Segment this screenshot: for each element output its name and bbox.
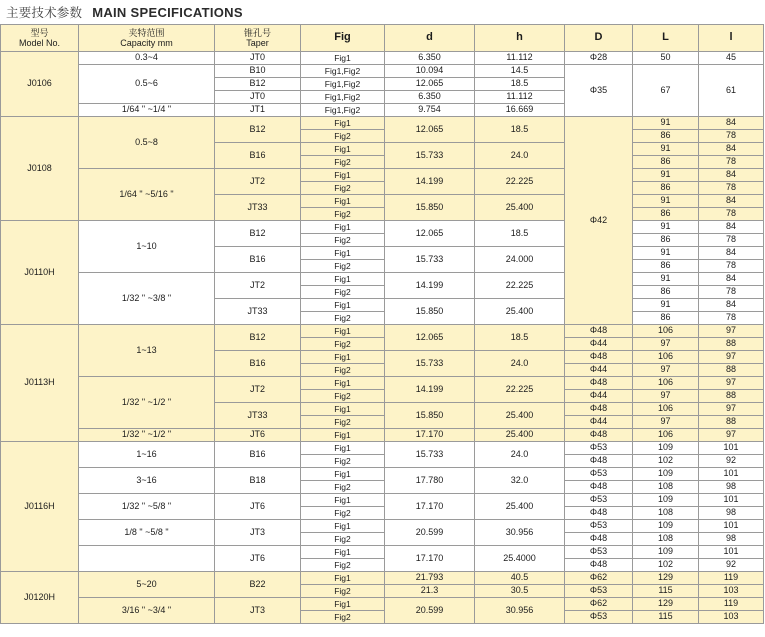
cell-h: 25.4000 — [475, 546, 565, 572]
cell-model-no: J0106 — [1, 52, 79, 117]
cell-L: 86 — [633, 234, 699, 247]
cell-h: 18.5 — [475, 325, 565, 351]
cell-L: 115 — [633, 611, 699, 624]
column-header-L: L — [633, 25, 699, 52]
cell-L: 97 — [633, 364, 699, 377]
column-header-en: Capacity mm — [120, 38, 173, 48]
cell-capacity: 1/8 " ~5/8 " — [79, 520, 215, 546]
cell-big-d: Φ44 — [565, 390, 633, 403]
cell-capacity — [79, 546, 215, 572]
cell-fig: Fig2 — [301, 260, 385, 273]
cell-big-d: Φ44 — [565, 338, 633, 351]
cell-fig: Fig1,Fig2 — [301, 65, 385, 78]
cell-h: 24.000 — [475, 247, 565, 273]
cell-d: 21.793 — [385, 572, 475, 585]
cell-h: 30.956 — [475, 598, 565, 624]
cell-taper: JT1 — [215, 104, 301, 117]
cell-L: 106 — [633, 429, 699, 442]
cell-L: 67 — [633, 65, 699, 117]
cell-L: 102 — [633, 559, 699, 572]
cell-h: 16.669 — [475, 104, 565, 117]
cell-taper: B16 — [215, 351, 301, 377]
cell-model-no: J0116H — [1, 442, 79, 572]
cell-h: 25.400 — [475, 299, 565, 325]
cell-fig: Fig1 — [301, 572, 385, 585]
cell-l: 78 — [699, 130, 764, 143]
cell-fig: Fig2 — [301, 130, 385, 143]
cell-d: 12.065 — [385, 117, 475, 143]
cell-fig: Fig1 — [301, 429, 385, 442]
cell-fig: Fig2 — [301, 364, 385, 377]
table-row — [1, 598, 764, 611]
cell-fig: Fig1 — [301, 546, 385, 559]
cell-l: 101 — [699, 468, 764, 481]
cell-l: 92 — [699, 559, 764, 572]
cell-l: 119 — [699, 572, 764, 585]
page-title — [0, 0, 765, 24]
header-row — [1, 25, 764, 52]
cell-big-d: Φ53 — [565, 585, 633, 598]
cell-fig: Fig1 — [301, 195, 385, 208]
cell-L: 91 — [633, 273, 699, 286]
cell-fig: Fig1 — [301, 299, 385, 312]
cell-l: 88 — [699, 338, 764, 351]
cell-model-no: J0113H — [1, 325, 79, 442]
cell-L: 106 — [633, 325, 699, 338]
cell-l: 78 — [699, 234, 764, 247]
cell-l: 78 — [699, 208, 764, 221]
cell-h: 25.400 — [475, 403, 565, 429]
cell-l: 101 — [699, 520, 764, 533]
cell-fig: Fig2 — [301, 611, 385, 624]
cell-l: 84 — [699, 221, 764, 234]
cell-h: 18.5 — [475, 221, 565, 247]
cell-d: 6.350 — [385, 91, 475, 104]
cell-fig: Fig2 — [301, 507, 385, 520]
cell-l: 98 — [699, 533, 764, 546]
cell-l: 84 — [699, 247, 764, 260]
cell-fig: Fig2 — [301, 286, 385, 299]
cell-taper: JT3 — [215, 598, 301, 624]
cell-big-d: Φ44 — [565, 416, 633, 429]
cell-h: 24.0 — [475, 351, 565, 377]
cell-L: 115 — [633, 585, 699, 598]
cell-big-d: Φ48 — [565, 481, 633, 494]
cell-L: 129 — [633, 598, 699, 611]
cell-capacity: 0.5~6 — [79, 65, 215, 104]
table-row — [1, 221, 764, 234]
cell-d: 15.733 — [385, 143, 475, 169]
cell-taper: B16 — [215, 143, 301, 169]
cell-fig: Fig1 — [301, 442, 385, 455]
cell-taper: B16 — [215, 442, 301, 468]
cell-big-d: Φ35 — [565, 65, 633, 117]
column-header-l: l — [699, 25, 764, 52]
cell-l: 78 — [699, 156, 764, 169]
cell-taper: B22 — [215, 572, 301, 598]
table-row — [1, 572, 764, 585]
cell-d: 15.733 — [385, 442, 475, 468]
cell-taper: B18 — [215, 468, 301, 494]
cell-h: 22.225 — [475, 377, 565, 403]
cell-L: 97 — [633, 416, 699, 429]
cell-fig: Fig2 — [301, 481, 385, 494]
cell-fig: Fig1,Fig2 — [301, 104, 385, 117]
cell-l: 78 — [699, 286, 764, 299]
cell-big-d: Φ48 — [565, 351, 633, 364]
cell-L: 86 — [633, 156, 699, 169]
cell-taper: JT33 — [215, 403, 301, 429]
cell-l: 45 — [699, 52, 764, 65]
cell-capacity: 1~13 — [79, 325, 215, 377]
cell-big-d: Φ53 — [565, 468, 633, 481]
cell-fig: Fig1 — [301, 325, 385, 338]
cell-model-no: J0120H — [1, 572, 79, 624]
cell-L: 106 — [633, 351, 699, 364]
cell-d: 20.599 — [385, 520, 475, 546]
cell-fig: Fig1 — [301, 273, 385, 286]
cell-fig: Fig2 — [301, 312, 385, 325]
cell-l: 84 — [699, 273, 764, 286]
cell-h: 24.0 — [475, 442, 565, 468]
column-header-h: h — [475, 25, 565, 52]
cell-big-d: Φ28 — [565, 52, 633, 65]
cell-fig: Fig1 — [301, 143, 385, 156]
cell-l: 84 — [699, 117, 764, 130]
cell-big-d: Φ53 — [565, 520, 633, 533]
cell-big-d: Φ48 — [565, 507, 633, 520]
cell-h: 32.0 — [475, 468, 565, 494]
cell-big-d: Φ53 — [565, 611, 633, 624]
cell-capacity: 1/32 " ~1/2 " — [79, 429, 215, 442]
cell-L: 102 — [633, 455, 699, 468]
cell-big-d: Φ48 — [565, 325, 633, 338]
cell-L: 86 — [633, 286, 699, 299]
cell-l: 101 — [699, 546, 764, 559]
cell-h: 25.400 — [475, 494, 565, 520]
cell-fig: Fig2 — [301, 338, 385, 351]
cell-h: 25.400 — [475, 195, 565, 221]
cell-h: 11.112 — [475, 52, 565, 65]
cell-big-d: Φ48 — [565, 455, 633, 468]
cell-L: 91 — [633, 247, 699, 260]
table-row — [1, 65, 764, 78]
cell-taper: B12 — [215, 78, 301, 91]
cell-l: 78 — [699, 182, 764, 195]
cell-l: 88 — [699, 416, 764, 429]
cell-taper: JT33 — [215, 195, 301, 221]
cell-L: 91 — [633, 221, 699, 234]
table-header — [1, 25, 764, 52]
cell-d: 17.170 — [385, 546, 475, 572]
cell-fig: Fig1 — [301, 520, 385, 533]
cell-l: 97 — [699, 403, 764, 416]
cell-L: 86 — [633, 312, 699, 325]
cell-taper: B10 — [215, 65, 301, 78]
table-row — [1, 468, 764, 481]
cell-fig: Fig2 — [301, 182, 385, 195]
cell-L: 129 — [633, 572, 699, 585]
cell-h: 22.225 — [475, 169, 565, 195]
cell-l: 78 — [699, 312, 764, 325]
cell-d: 15.733 — [385, 247, 475, 273]
cell-l: 97 — [699, 325, 764, 338]
cell-h: 18.5 — [475, 78, 565, 91]
cell-fig: Fig1 — [301, 377, 385, 390]
cell-d: 15.850 — [385, 195, 475, 221]
cell-taper: JT6 — [215, 429, 301, 442]
cell-l: 88 — [699, 364, 764, 377]
cell-L: 109 — [633, 546, 699, 559]
cell-L: 91 — [633, 195, 699, 208]
cell-capacity: 1~10 — [79, 221, 215, 273]
cell-l: 88 — [699, 390, 764, 403]
cell-fig: Fig1,Fig2 — [301, 91, 385, 104]
cell-fig: Fig1 — [301, 598, 385, 611]
cell-L: 86 — [633, 260, 699, 273]
cell-fig: Fig1 — [301, 403, 385, 416]
cell-L: 91 — [633, 299, 699, 312]
table-row — [1, 520, 764, 533]
cell-capacity: 3/16 " ~3/4 " — [79, 598, 215, 624]
cell-h: 24.0 — [475, 143, 565, 169]
cell-fig: Fig1 — [301, 52, 385, 65]
column-header-cn: 型号 — [30, 27, 49, 38]
cell-model-no: J0110H — [1, 221, 79, 325]
cell-taper: B16 — [215, 247, 301, 273]
column-header-capacity-mm — [79, 25, 215, 52]
cell-big-d: Φ48 — [565, 429, 633, 442]
cell-L: 91 — [633, 117, 699, 130]
cell-L: 106 — [633, 403, 699, 416]
cell-l: 97 — [699, 429, 764, 442]
cell-taper: JT2 — [215, 377, 301, 403]
cell-h: 30.956 — [475, 520, 565, 546]
cell-d: 10.094 — [385, 65, 475, 78]
cell-d: 14.199 — [385, 377, 475, 403]
cell-l: 97 — [699, 351, 764, 364]
cell-L: 108 — [633, 533, 699, 546]
cell-l: 84 — [699, 299, 764, 312]
cell-l: 103 — [699, 611, 764, 624]
cell-d: 17.780 — [385, 468, 475, 494]
cell-fig: Fig2 — [301, 208, 385, 221]
cell-h: 14.5 — [475, 65, 565, 78]
cell-L: 108 — [633, 507, 699, 520]
cell-big-d: Φ53 — [565, 546, 633, 559]
cell-d: 9.754 — [385, 104, 475, 117]
specifications-table — [0, 24, 764, 624]
cell-l: 101 — [699, 442, 764, 455]
cell-h: 11.112 — [475, 91, 565, 104]
cell-fig: Fig1 — [301, 221, 385, 234]
cell-d: 14.199 — [385, 273, 475, 299]
cell-l: 101 — [699, 494, 764, 507]
table-row — [1, 429, 764, 442]
column-header-taper — [215, 25, 301, 52]
cell-fig: Fig2 — [301, 416, 385, 429]
table-row — [1, 494, 764, 507]
cell-l: 92 — [699, 455, 764, 468]
cell-taper: JT33 — [215, 299, 301, 325]
cell-capacity: 0.3~4 — [79, 52, 215, 65]
cell-fig: Fig2 — [301, 234, 385, 247]
cell-h: 30.5 — [475, 585, 565, 598]
cell-d: 15.733 — [385, 351, 475, 377]
table-row — [1, 273, 764, 286]
cell-h: 25.400 — [475, 429, 565, 442]
column-header-d: d — [385, 25, 475, 52]
cell-big-d: Φ48 — [565, 377, 633, 390]
cell-capacity: 1/64 " ~5/16 " — [79, 169, 215, 221]
cell-fig: Fig1 — [301, 247, 385, 260]
cell-big-d: Φ62 — [565, 572, 633, 585]
table-row — [1, 377, 764, 390]
cell-l: 119 — [699, 598, 764, 611]
cell-model-no: J0108 — [1, 117, 79, 221]
cell-taper: JT6 — [215, 546, 301, 572]
column-header-D: D — [565, 25, 633, 52]
cell-d: 12.065 — [385, 221, 475, 247]
cell-big-d: Φ53 — [565, 442, 633, 455]
cell-l: 61 — [699, 65, 764, 117]
cell-fig: Fig1 — [301, 117, 385, 130]
cell-L: 97 — [633, 390, 699, 403]
table-row — [1, 325, 764, 338]
cell-L: 106 — [633, 377, 699, 390]
table-row — [1, 546, 764, 559]
cell-l: 98 — [699, 481, 764, 494]
cell-L: 50 — [633, 52, 699, 65]
cell-taper: JT0 — [215, 91, 301, 104]
cell-big-d: Φ62 — [565, 598, 633, 611]
cell-L: 97 — [633, 338, 699, 351]
cell-L: 86 — [633, 182, 699, 195]
cell-capacity: 1/32 " ~1/2 " — [79, 377, 215, 429]
cell-capacity: 3~16 — [79, 468, 215, 494]
page-title-en: MAIN SPECIFICATIONS — [92, 4, 243, 20]
cell-capacity: 5~20 — [79, 572, 215, 598]
cell-taper: JT2 — [215, 169, 301, 195]
cell-fig: Fig2 — [301, 390, 385, 403]
column-header-cn: 夹特范围 — [128, 27, 165, 38]
cell-big-d: Φ53 — [565, 494, 633, 507]
cell-d: 6.350 — [385, 52, 475, 65]
column-header-cn: 锥孔号 — [243, 27, 271, 38]
cell-l: 98 — [699, 507, 764, 520]
table-row — [1, 442, 764, 455]
cell-taper: B12 — [215, 221, 301, 247]
cell-d: 14.199 — [385, 169, 475, 195]
cell-l: 84 — [699, 169, 764, 182]
cell-big-d: Φ48 — [565, 403, 633, 416]
column-header-Fig: Fig — [301, 25, 385, 52]
cell-big-d: Φ48 — [565, 533, 633, 546]
cell-taper: B12 — [215, 117, 301, 143]
cell-L: 109 — [633, 468, 699, 481]
cell-L: 109 — [633, 442, 699, 455]
column-header-en: Model No. — [18, 38, 61, 48]
column-header-model-no — [1, 25, 79, 52]
cell-taper: JT2 — [215, 273, 301, 299]
cell-big-d: Φ44 — [565, 364, 633, 377]
cell-L: 86 — [633, 208, 699, 221]
cell-fig: Fig2 — [301, 585, 385, 598]
cell-h: 18.5 — [475, 117, 565, 143]
cell-L: 109 — [633, 494, 699, 507]
cell-l: 97 — [699, 377, 764, 390]
cell-capacity: 1/32 " ~5/8 " — [79, 494, 215, 520]
cell-h: 40.5 — [475, 572, 565, 585]
cell-taper: B12 — [215, 325, 301, 351]
column-header-en: Taper — [246, 38, 269, 48]
cell-capacity: 1/32 " ~3/8 " — [79, 273, 215, 325]
cell-taper: JT0 — [215, 52, 301, 65]
table-body — [1, 52, 764, 624]
cell-taper: JT6 — [215, 494, 301, 520]
cell-big-d: Φ42 — [565, 117, 633, 325]
cell-L: 91 — [633, 169, 699, 182]
cell-d: 12.065 — [385, 325, 475, 351]
cell-l: 84 — [699, 143, 764, 156]
cell-L: 108 — [633, 481, 699, 494]
cell-capacity: 1/64 " ~1/4 " — [79, 104, 215, 117]
cell-L: 91 — [633, 143, 699, 156]
cell-l: 78 — [699, 260, 764, 273]
cell-taper: JT3 — [215, 520, 301, 546]
cell-d: 17.170 — [385, 494, 475, 520]
cell-fig: Fig1 — [301, 169, 385, 182]
cell-fig: Fig2 — [301, 156, 385, 169]
cell-d: 21.3 — [385, 585, 475, 598]
cell-capacity: 0.5~8 — [79, 117, 215, 169]
table-row — [1, 169, 764, 182]
cell-d: 12.065 — [385, 78, 475, 91]
cell-fig: Fig1 — [301, 468, 385, 481]
cell-h: 22.225 — [475, 273, 565, 299]
cell-fig: Fig2 — [301, 455, 385, 468]
cell-l: 103 — [699, 585, 764, 598]
cell-capacity: 1~16 — [79, 442, 215, 468]
cell-fig: Fig2 — [301, 533, 385, 546]
cell-L: 86 — [633, 130, 699, 143]
cell-d: 15.850 — [385, 299, 475, 325]
cell-fig: Fig1 — [301, 494, 385, 507]
cell-d: 20.599 — [385, 598, 475, 624]
table-row — [1, 117, 764, 130]
cell-fig: Fig1 — [301, 351, 385, 364]
cell-fig: Fig2 — [301, 559, 385, 572]
cell-big-d: Φ48 — [565, 559, 633, 572]
cell-d: 17.170 — [385, 429, 475, 442]
table-row — [1, 52, 764, 65]
cell-l: 84 — [699, 195, 764, 208]
cell-fig: Fig1,Fig2 — [301, 78, 385, 91]
cell-d: 15.850 — [385, 403, 475, 429]
cell-L: 109 — [633, 520, 699, 533]
page-title-cn: 主要技术参数 — [6, 6, 83, 20]
